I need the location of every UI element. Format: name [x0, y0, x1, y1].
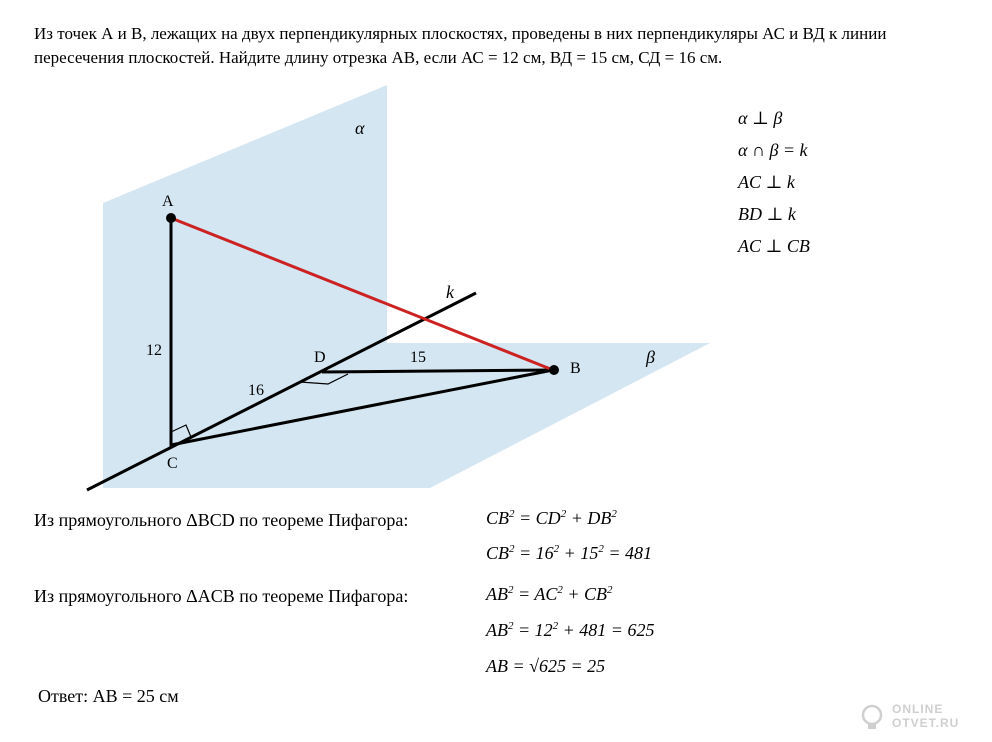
solution-step-1-text: Из прямоугольного ΔBCD по теореме Пифагора: — [34, 510, 409, 530]
formula-ab-squared: $AB^2 = AC^2 + CB^2$ — [486, 584, 613, 604]
given-3: AC ⊥ k — [738, 172, 795, 192]
label-A: A — [162, 193, 174, 210]
label-C: C — [167, 455, 178, 472]
label-B: B — [570, 360, 581, 377]
label-length-CD: 16 — [248, 382, 264, 399]
solution-step-2-text: Из прямоугольного ΔACB по теореме Пифагора: — [34, 586, 409, 606]
formula-ab-value: $AB^2 = 12^2 + 481 = 625$ — [486, 620, 655, 640]
segment-DB — [322, 370, 553, 372]
label-D: D — [314, 349, 326, 366]
given-2: α ∩ β = k — [738, 140, 808, 160]
watermark-top: ONLINE — [892, 702, 944, 716]
given-5: AC ⊥ CB — [738, 236, 810, 256]
watermark-bottom: OTVET.RU — [892, 716, 960, 730]
formula-rhs: $16^2 + 15^2 = 481$ — [535, 543, 652, 563]
given-1: α ⊥ β — [738, 108, 783, 128]
answer: Ответ: AB = 25 см — [38, 686, 179, 706]
lightbulb-icon — [858, 704, 886, 732]
formula-ab-result: AB = √625 = 25 — [486, 656, 606, 676]
formula-rhs: $AC^2 + CB^2$ — [534, 584, 613, 604]
problem-statement: Из точек А и В, лежащих на двух перпендикулярных плоскостях, проведены в них перпендикуляры АС и ВД к линии пересечения плоскостей. Найдите длину отрезка АВ, если АС = 12 см, ВД = 15 см, СД = 16 см. — [34, 24, 887, 67]
label-beta: β — [646, 347, 655, 367]
label-length-BD: 15 — [410, 349, 426, 366]
watermark — [858, 702, 968, 730]
formula-cb-squared: $CB^2 = CD^2 + DB^2$ — [486, 508, 617, 528]
given-4: BD ⊥ k — [738, 204, 796, 224]
point-A — [166, 213, 176, 223]
formula-rhs: $12^2 + 481 = 625$ — [534, 620, 655, 640]
label-alpha: α — [355, 118, 365, 138]
label-k: k — [446, 282, 454, 302]
label-length-AC: 12 — [146, 342, 162, 359]
formula-cb-value: $CB^2 = 16^2 + 15^2 = 481$ — [486, 543, 652, 563]
point-B — [549, 365, 559, 375]
formula-rhs: $CD^2 + DB^2$ — [535, 508, 617, 528]
